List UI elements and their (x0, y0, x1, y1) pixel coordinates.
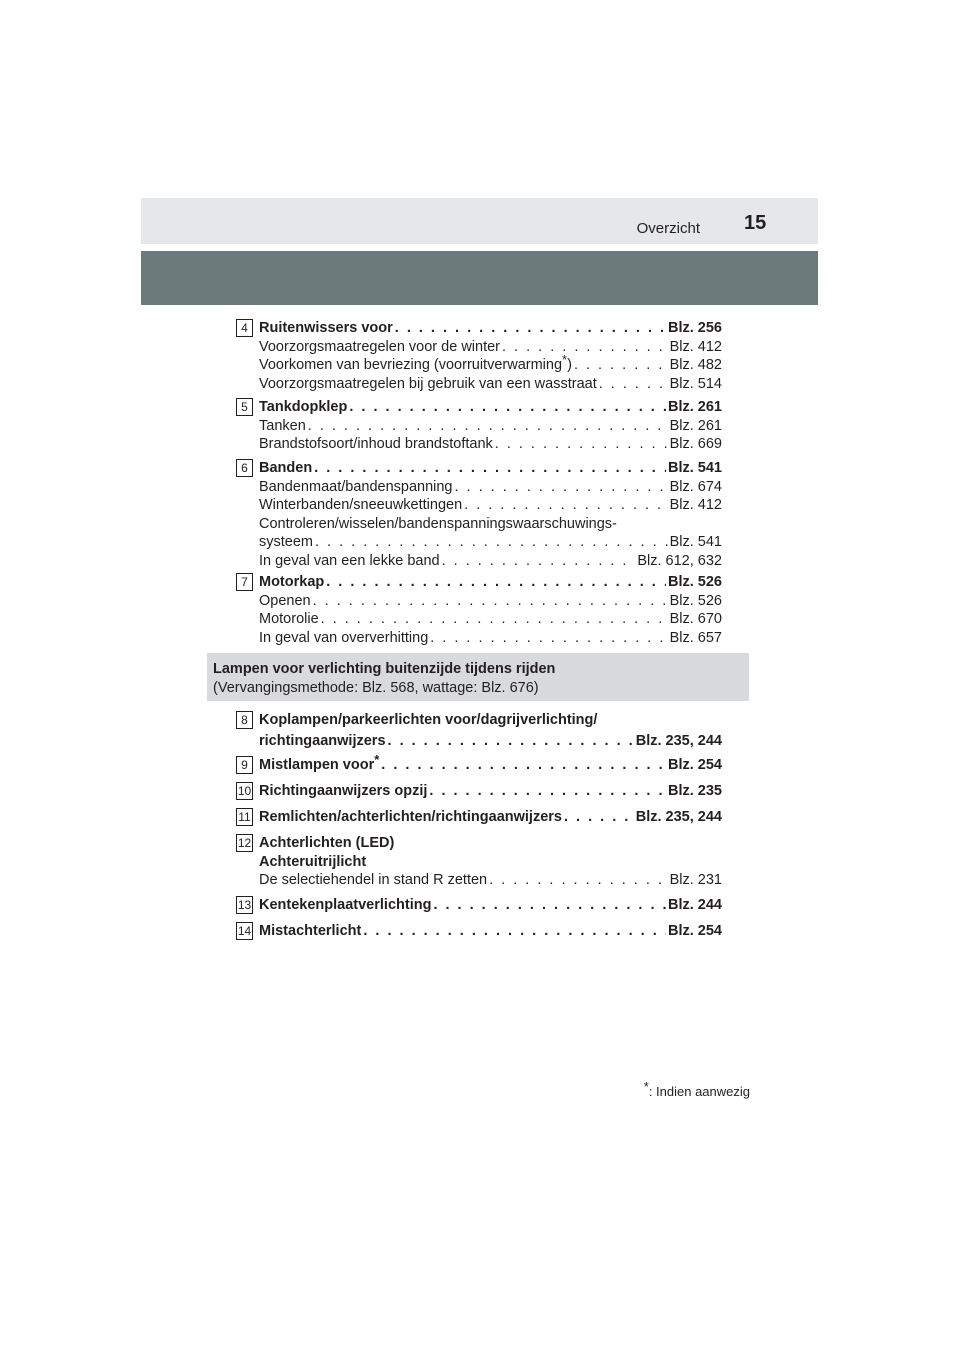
sub-line: Brandstofsoort/inhoud brandstoftank . . . Blz. 669 (259, 435, 722, 454)
sub-line: Voorkomen van bevriezing (voorruitverwarming*) . . . Blz. 482 (259, 356, 722, 375)
sub-line: De selectiehendel in stand R zetten . . . Blz. 231 (259, 871, 722, 890)
entry-main-line: Remlichten/achterlichten/richtingaanwijzers . . . Blz. 235, 244 (259, 808, 722, 827)
entry-richtingaanwijzers-opzij (237, 782, 722, 801)
entry-line: Koplampen/parkeerlichten voor/dagrijverlichting/ (259, 712, 598, 728)
entry-koplampen (241, 711, 722, 750)
sub-line: In geval van oververhitting . . . Blz. 657 (259, 629, 722, 648)
entry-banden (241, 459, 722, 570)
item-number: 6 (236, 459, 253, 477)
item-number: 7 (236, 573, 253, 591)
lamps-section-subtitle: (Vervangingsmethode: Blz. 568, wattage: Blz. 676) (213, 680, 539, 696)
page-number: 15 (744, 212, 767, 234)
sub-line: Motorolie . . . Blz. 670 (259, 610, 722, 629)
sub-line: Tanken . . . Blz. 261 (259, 417, 722, 436)
header-bar (141, 198, 818, 244)
sub-line: Voorzorgsmaatregelen bij gebruik van een wasstraat . . . Blz. 514 (259, 375, 722, 394)
entry-main-line: Kentekenplaatverlichting . . . Blz. 244 (259, 896, 722, 915)
entry-main-line: richtingaanwijzers . . . Blz. 235, 244 (259, 732, 722, 751)
sub-line: Bandenmaat/bandenspanning . . . Blz. 674 (259, 478, 722, 497)
sub-line: In geval van een lekke band . . . Blz. 612, 632 (259, 552, 722, 571)
item-number: 14 (237, 924, 252, 938)
section-title: Overzicht (636, 220, 700, 237)
entry-main-line: Mistachterlicht . . . Blz. 254 (259, 922, 722, 941)
footnote: *: Indien aanwezig (643, 1079, 750, 1099)
lamps-section-title: Lampen voor verlichting buitenzijde tijdens rijden (213, 661, 556, 677)
entry-main-line: Motorkap . . . Blz. 526 (259, 573, 722, 592)
entry-tankdopklep (241, 398, 722, 454)
item-number: 9 (236, 756, 253, 774)
entry-main-line: Banden . . . Blz. 541 (259, 459, 722, 478)
sub-line: Winterbanden/sneeuwkettingen . . . Blz. 412 (259, 496, 722, 515)
entry-motorkap (241, 573, 722, 647)
entry-main-line: Richtingaanwijzers opzij . . . Blz. 235 (259, 782, 722, 801)
sub-line: Openen . . . Blz. 526 (259, 592, 722, 611)
entry-main-line: Tankdopklep . . . Blz. 261 (259, 398, 722, 417)
item-number: 8 (236, 711, 253, 729)
entry-achterlichten (237, 834, 722, 890)
entry-ruitenwissers (241, 319, 722, 393)
sub-line: Controleren/wisselen/bandenspanningswaarschuwings- (259, 515, 617, 532)
entry-main-line: Ruitenwissers voor . . . Blz. 256 (259, 319, 722, 338)
sub-line: Voorzorgsmaatregelen voor de winter . . . Blz. 412 (259, 338, 722, 357)
entry-mistlampen-voor (241, 752, 722, 775)
entry-line: Achterlichten (LED) (259, 835, 395, 851)
item-number: 11 (236, 808, 253, 826)
entry-kentekenplaatverlichting (237, 896, 722, 915)
entry-main-line: Mistlampen voor* . . . Blz. 254 (259, 756, 722, 775)
item-number: 13 (237, 898, 252, 912)
item-number: 10 (237, 784, 252, 798)
entry-remlichten (238, 808, 722, 827)
item-number: 5 (236, 398, 253, 416)
sub-line: systeem . . . Blz. 541 (259, 533, 722, 552)
item-number: 4 (236, 319, 253, 337)
item-number: 12 (237, 836, 252, 850)
entry-mistachterlicht (237, 922, 722, 941)
entry-line: Achteruitrijlicht (259, 853, 367, 870)
header-band (141, 251, 818, 305)
